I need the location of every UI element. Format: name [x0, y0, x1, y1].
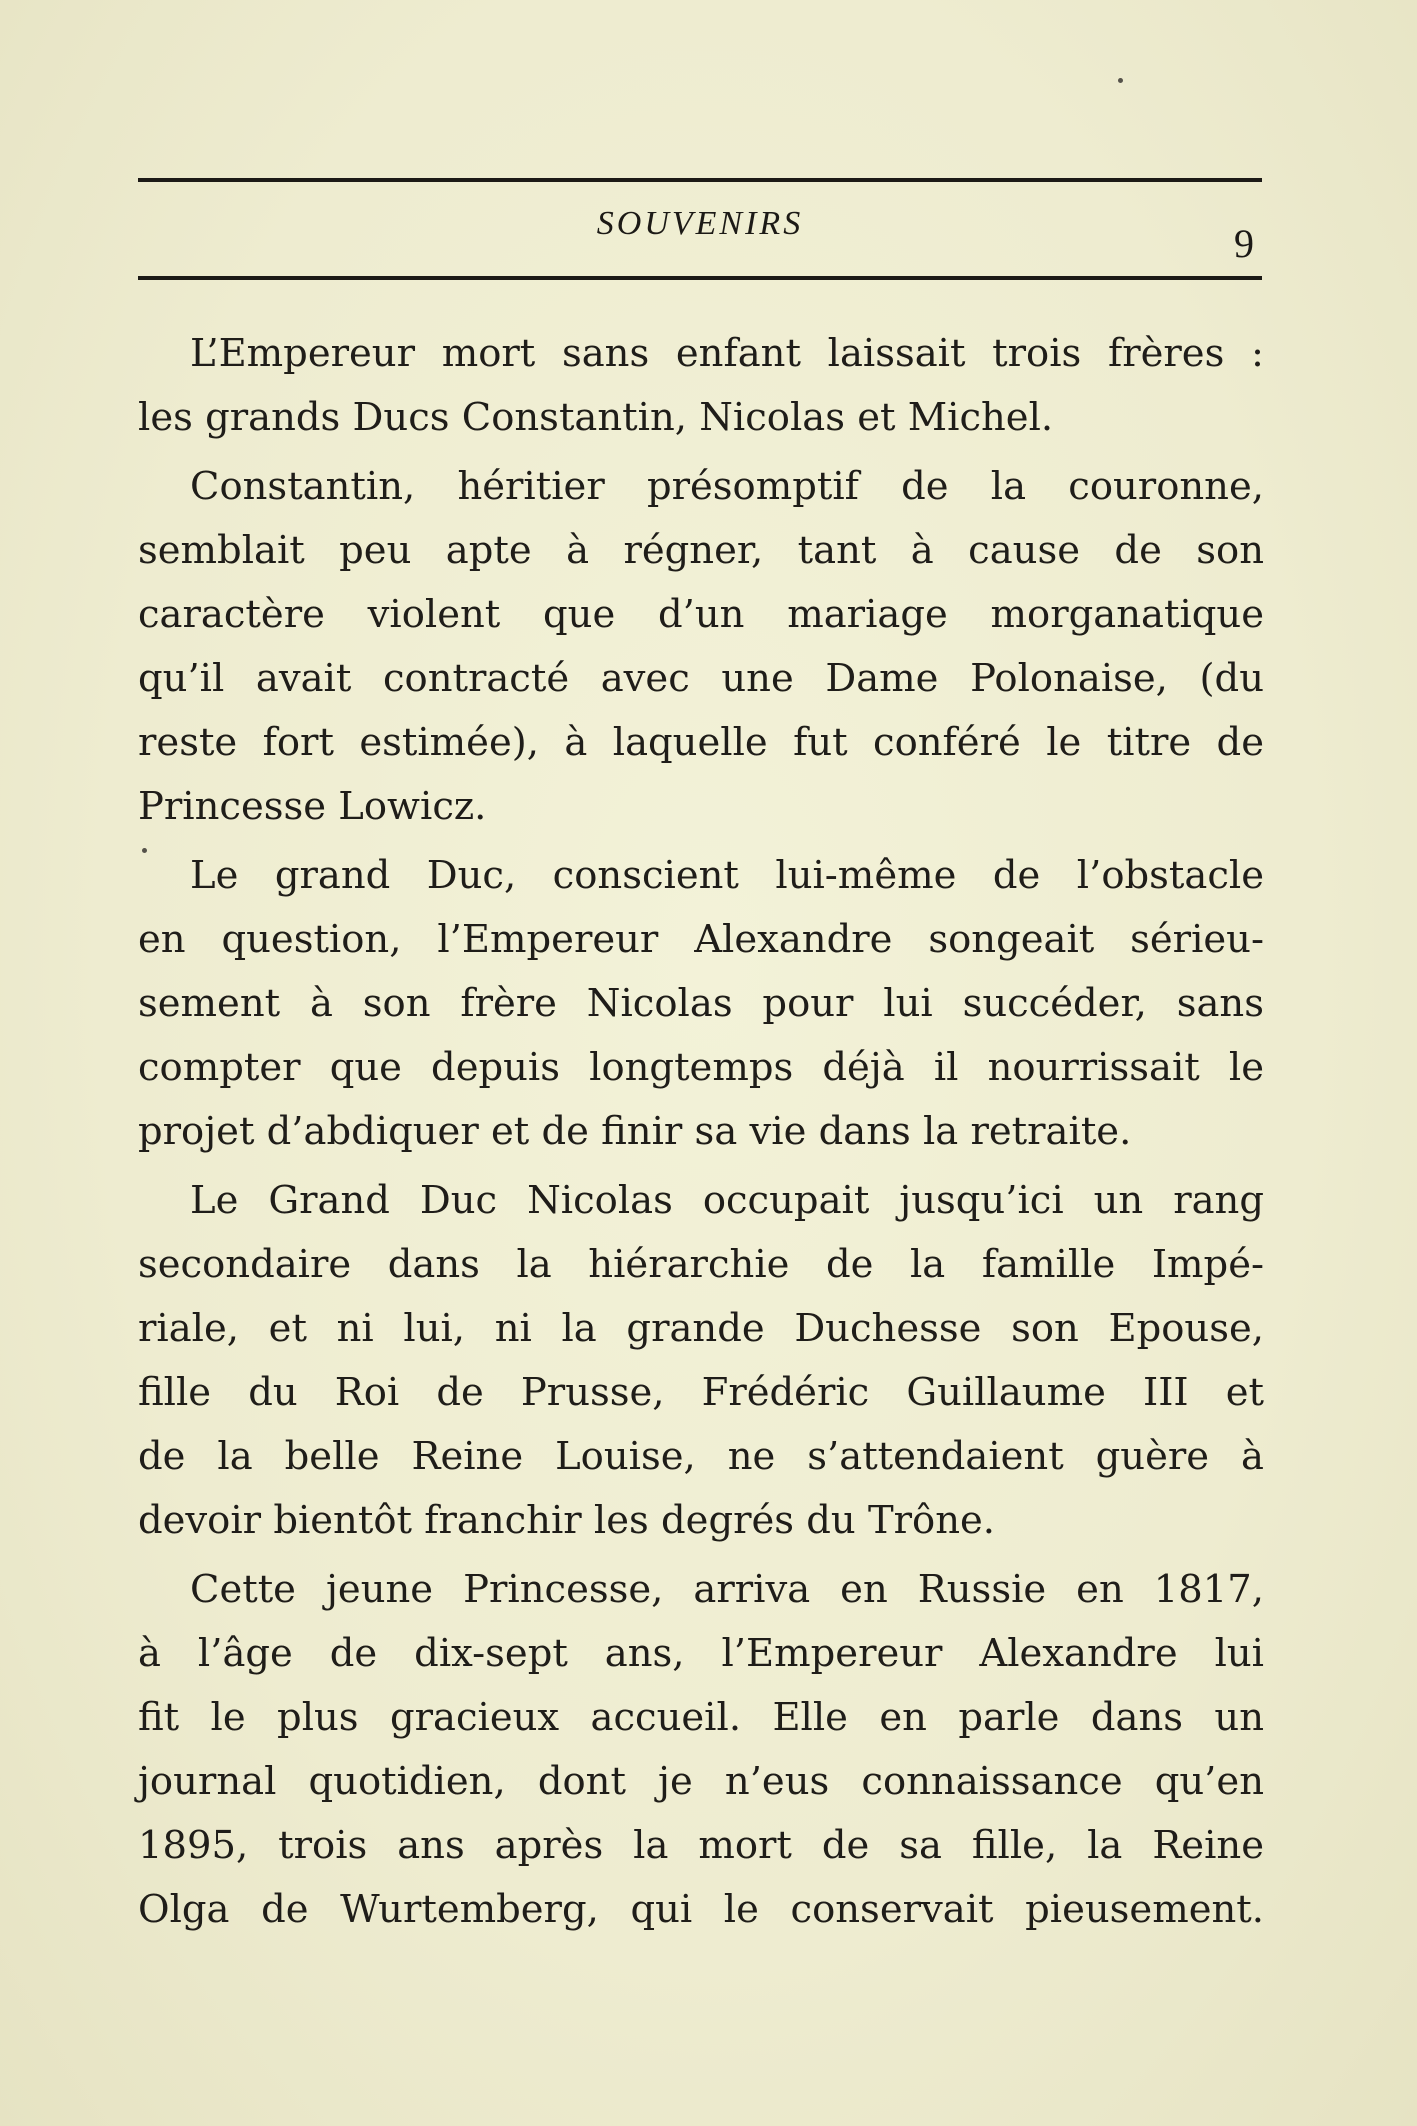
paragraph — [138, 1558, 1264, 1942]
text-line: secondaire dans la hiérarchie de la famille Impé- — [138, 1242, 1264, 1287]
text-line: reste fort estimée), à laquelle fut conféré le titre de — [138, 720, 1264, 765]
text-line: Princesse Lowicz. — [138, 784, 487, 829]
body-text — [138, 322, 1264, 1947]
text-line: en question, l’Empereur Alexandre songeait sérieu- — [138, 917, 1264, 962]
page-number: 9 — [1234, 221, 1254, 266]
header-rule-bottom — [138, 276, 1262, 280]
text-line: sement à son frère Nicolas pour lui succéder, sans — [138, 981, 1264, 1026]
text-line: Le grand Duc, conscient lui-même de l’obstacle — [190, 853, 1264, 898]
text-line: Constantin, héritier présomptif de la couronne, — [190, 464, 1264, 509]
text-line: projet d’abdiquer et de finir sa vie dans la retraite. — [138, 1109, 1132, 1154]
paper-speck — [1118, 78, 1123, 83]
text-line: caractère violent que d’un mariage morganatique — [138, 592, 1264, 637]
text-line: Le Grand Duc Nicolas occupait jusqu’ici un rang — [190, 1178, 1264, 1223]
text-line: les grands Ducs Constantin, Nicolas et Michel. — [138, 395, 1054, 440]
text-line: qu’il avait contracté avec une Dame Polonaise, (du — [138, 656, 1264, 701]
header-rule-top — [138, 178, 1262, 182]
text-line: à l’âge de dix-sept ans, l’Empereur Alexandre lui — [138, 1631, 1264, 1676]
text-line: journal quotidien, dont je n’eus connaissance qu’en — [138, 1759, 1264, 1804]
text-line: compter que depuis longtemps déjà il nourrissait le — [138, 1045, 1264, 1090]
text-line: riale, et ni lui, ni la grande Duchesse son Epouse, — [138, 1306, 1264, 1351]
running-title: SOUVENIRS — [596, 205, 804, 242]
text-line: L’Empereur mort sans enfant laissait trois frères : — [190, 331, 1264, 376]
text-line: de la belle Reine Louise, ne s’attendaient guère à — [138, 1434, 1264, 1479]
text-line: fit le plus gracieux accueil. Elle en parle dans un — [138, 1695, 1264, 1740]
paragraph — [138, 455, 1264, 839]
paragraph — [138, 322, 1264, 450]
text-line: semblait peu apte à régner, tant à cause de son — [138, 528, 1264, 573]
text-line: fille du Roi de Prusse, Frédéric Guillaume III et — [138, 1370, 1264, 1415]
paragraph — [138, 844, 1264, 1164]
text-line: devoir bientôt franchir les degrés du Trône. — [138, 1498, 996, 1543]
text-line: Cette jeune Princesse, arriva en Russie en 1817, — [190, 1567, 1264, 1612]
text-line: 1895, trois ans après la mort de sa fille, la Reine — [138, 1823, 1264, 1868]
paragraph — [138, 1169, 1264, 1553]
text-line: Olga de Wurtemberg, qui le conservait pieusement. — [138, 1887, 1264, 1932]
